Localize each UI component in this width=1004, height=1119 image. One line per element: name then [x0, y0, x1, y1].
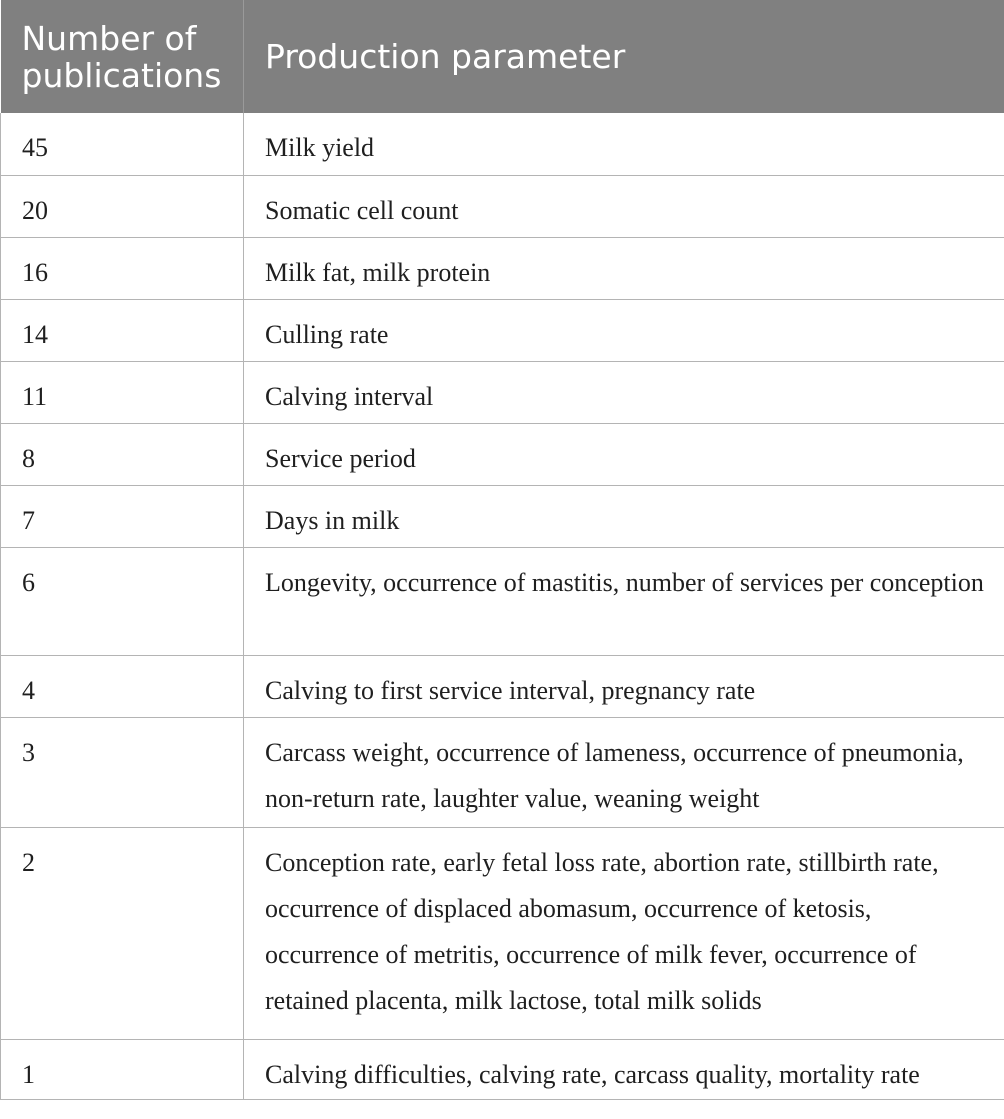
count-cell: 3 — [1, 717, 244, 827]
parameter-cell: Milk yield — [244, 113, 1004, 175]
parameter-cell: Longevity, occurrence of mastitis, number of services per conception — [244, 547, 1004, 655]
table-body — [1, 113, 1004, 1099]
count-cell: 45 — [1, 113, 244, 175]
count-cell: 6 — [1, 547, 244, 655]
table-row — [1, 175, 1004, 237]
parameter-cell: Calving to first service interval, pregnancy rate — [244, 655, 1004, 717]
header-production-parameter: Production parameter — [244, 0, 1004, 113]
parameter-cell: Carcass weight, occurrence of lameness, occurrence of pneumonia, non-return rate, laughter value, weaning weight — [244, 717, 1004, 827]
count-cell: 7 — [1, 485, 244, 547]
table-row — [1, 299, 1004, 361]
table-row — [1, 547, 1004, 655]
table-row — [1, 423, 1004, 485]
table-row — [1, 717, 1004, 827]
header-row — [1, 0, 1004, 113]
count-cell: 11 — [1, 361, 244, 423]
count-cell: 1 — [1, 1039, 244, 1099]
parameter-cell: Calving difficulties, calving rate, carcass quality, mortality rate — [244, 1039, 1004, 1099]
parameter-cell: Days in milk — [244, 485, 1004, 547]
table-row — [1, 237, 1004, 299]
parameter-cell: Conception rate, early fetal loss rate, abortion rate, stillbirth rate, occurrence of displaced abomasum, occurrence of ketosis, occurrence of metritis, occurrence of milk fever, occurrence of retained placenta, milk lactose, total milk solids — [244, 827, 1004, 1039]
count-cell: 2 — [1, 827, 244, 1039]
count-cell: 16 — [1, 237, 244, 299]
table-row — [1, 361, 1004, 423]
table-row — [1, 485, 1004, 547]
parameter-cell: Somatic cell count — [244, 175, 1004, 237]
parameter-cell: Calving interval — [244, 361, 1004, 423]
parameter-cell: Milk fat, milk protein — [244, 237, 1004, 299]
count-cell: 20 — [1, 175, 244, 237]
count-cell: 8 — [1, 423, 244, 485]
table-row — [1, 113, 1004, 175]
count-cell: 4 — [1, 655, 244, 717]
table-row — [1, 655, 1004, 717]
table-header — [1, 0, 1004, 113]
header-number-of-publications: Number of publications — [1, 0, 244, 113]
count-cell: 14 — [1, 299, 244, 361]
parameter-cell: Culling rate — [244, 299, 1004, 361]
table-row — [1, 827, 1004, 1039]
table-row — [1, 1039, 1004, 1099]
parameter-cell: Service period — [244, 423, 1004, 485]
